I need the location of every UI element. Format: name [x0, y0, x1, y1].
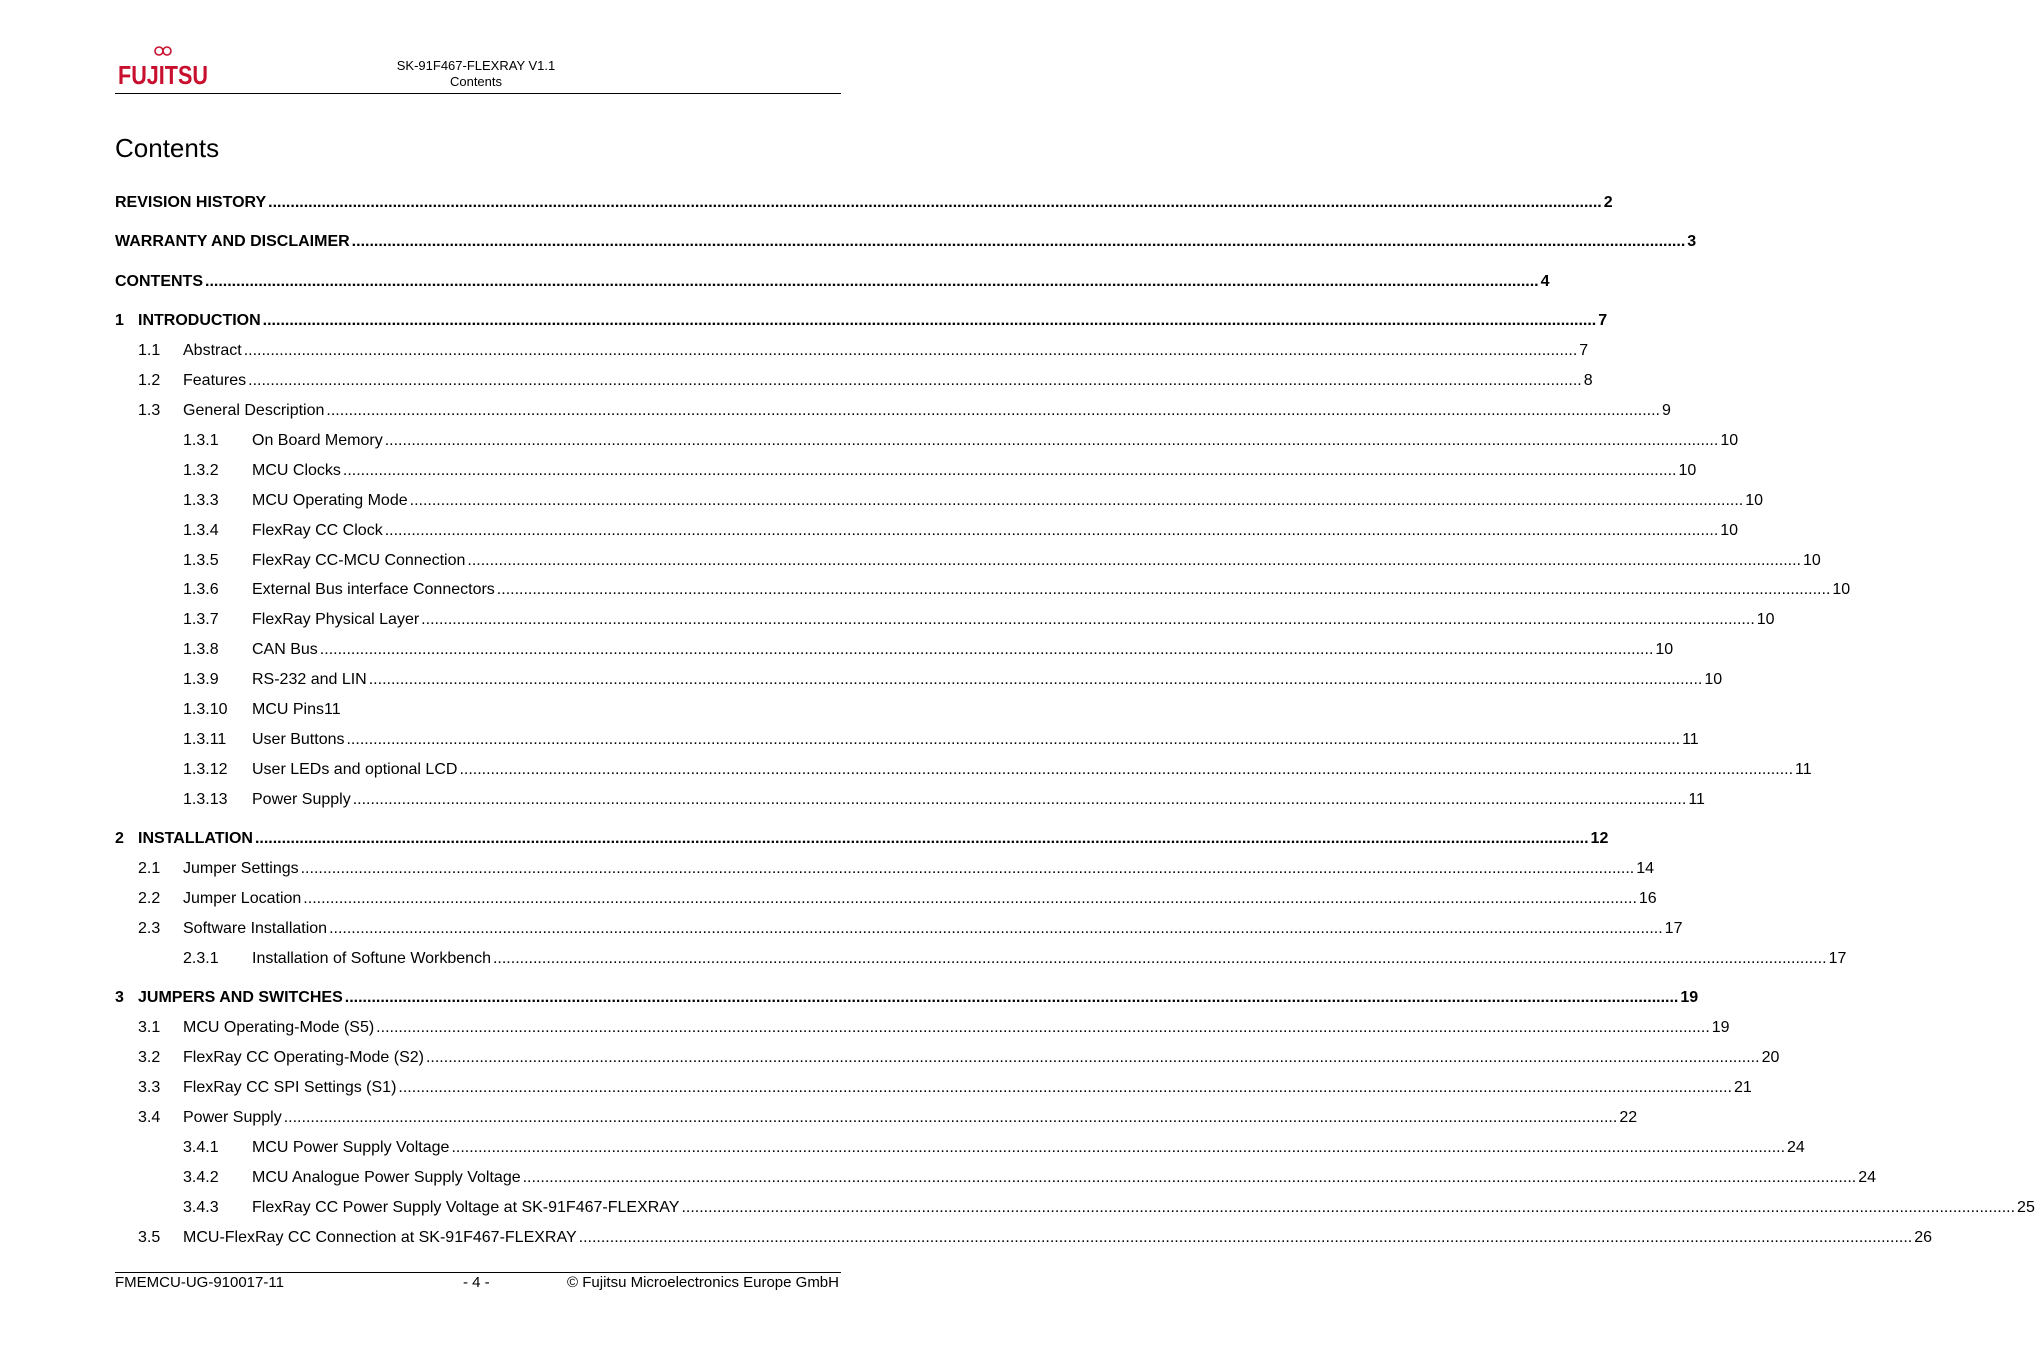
toc-entry-page: 24 — [1858, 1169, 1876, 1186]
toc-entry-title: Installation of Softune Workbench — [252, 948, 491, 970]
toc-entry-page: 14 — [1636, 860, 1654, 877]
toc-entry-title: CONTENTS — [115, 271, 203, 293]
toc-entry-title: User Buttons — [252, 729, 344, 751]
toc-entry-page: 10 — [1678, 462, 1697, 479]
toc-entry-title: User LEDs and optional LCD — [252, 759, 457, 781]
toc-entry-number: 3.3 — [138, 1079, 161, 1096]
toc-entry-title: INTRODUCTION — [138, 310, 261, 332]
toc-entry[interactable] — [115, 490, 1764, 512]
toc-entry-page: 24 — [1787, 1139, 1805, 1156]
toc-dot-leader: ............................................................................................................................................................................................................................................................................................................ — [368, 671, 1703, 688]
toc-entry-number: 3.4.1 — [183, 1139, 219, 1156]
toc-dot-leader: ............................................................................................................................................................................................................................................................................................................ — [300, 860, 1635, 877]
toc-entry[interactable] — [115, 1107, 1638, 1129]
toc-entry-title: FlexRay CC SPI Settings (S1) — [183, 1077, 396, 1099]
toc-entry[interactable] — [115, 789, 1705, 811]
toc-entry-number: 1.3.1 — [183, 432, 219, 449]
toc-entry[interactable] — [115, 759, 1812, 781]
toc-entry-page: 11 — [1795, 761, 1812, 778]
toc-entry[interactable] — [115, 948, 1847, 970]
toc-entry[interactable] — [115, 1077, 1752, 1099]
toc-entry-number: 1.3.11 — [183, 731, 227, 748]
toc-entry-page: 10 — [1756, 611, 1775, 628]
toc-entry[interactable] — [115, 1137, 1805, 1159]
toc-dot-leader: ............................................................................................................................................................................................................................................................................................................ — [326, 402, 1660, 419]
toc-entry[interactable] — [115, 987, 1699, 1009]
toc-entry-number: 1.3.7 — [183, 611, 219, 628]
toc-dot-leader: ............................................................................................................................................................................................................................................................................................................ — [376, 1019, 1710, 1036]
toc-dot-leader: ............................................................................................................................................................................................................................................................................................................ — [459, 761, 1794, 778]
toc-dot-leader: ............................................................................................................................................................................................................................................................................................................ — [243, 342, 1578, 359]
toc-entry-number: 2 — [115, 830, 124, 847]
toc-dot-leader: ............................................................................................................................................................................................................................................................................................................ — [522, 1169, 1857, 1186]
toc-entry-title: FlexRay CC Power Supply Voltage at SK-91F467-FLEXRAY — [252, 1197, 679, 1219]
toc-entry-page: 19 — [1711, 1019, 1730, 1036]
toc-dot-leader: ............................................................................................................................................................................................................................................................................................................ — [681, 1199, 2016, 1216]
toc-entry-title: FlexRay CC-MCU Connection — [252, 550, 465, 572]
toc-entry[interactable] — [115, 460, 1697, 482]
toc-entry-page: 10 — [1720, 432, 1739, 449]
toc-entry-page: 10 — [1832, 581, 1851, 598]
toc-entry-title: MCU Operating Mode — [252, 490, 408, 512]
toc-dot-leader: ............................................................................................................................................................................................................................................................................................................ — [268, 194, 1602, 211]
toc-entry-title: FlexRay CC Operating-Mode (S2) — [183, 1047, 424, 1069]
toc-entry-page: 12 — [1590, 830, 1609, 847]
toc-dot-leader: ............................................................................................................................................................................................................................................................................................................ — [492, 950, 1827, 967]
toc-entry-number: 2.2 — [138, 890, 161, 907]
footer-page-number: - 4 - — [463, 1274, 490, 1291]
toc-entry-title: Abstract — [183, 340, 242, 362]
toc-dot-leader: ............................................................................................................................................................................................................................................................................................................ — [425, 1049, 1760, 1066]
toc-entry[interactable] — [115, 1017, 1730, 1039]
toc-entry[interactable] — [115, 918, 1683, 940]
toc-entry[interactable] — [115, 231, 1697, 253]
toc-entry-number: 3.4.3 — [183, 1199, 219, 1216]
toc-dot-leader: ............................................................................................................................................................................................................................................................................................................ — [398, 1079, 1732, 1096]
toc-entry[interactable] — [115, 609, 1775, 631]
toc-dot-leader: ............................................................................................................................................................................................................................................................................................................ — [421, 611, 1755, 628]
toc-entry-page: 4 — [1540, 273, 1550, 290]
header-section: Contents — [449, 74, 503, 89]
toc-entry-title: FlexRay CC Clock — [252, 520, 383, 542]
header-doc-title: SK-91F467-FLEXRAY V1.1 — [396, 58, 556, 73]
toc-entry-page: 21 — [1734, 1079, 1752, 1096]
toc-entry-title: MCU Power Supply Voltage — [252, 1137, 449, 1159]
toc-entry-page: 2 — [1603, 194, 1613, 211]
toc-entry[interactable] — [115, 888, 1657, 910]
toc-dot-leader: ............................................................................................................................................................................................................................................................................................................ — [319, 641, 1654, 658]
toc-entry-number: 1.3.12 — [183, 761, 228, 778]
toc-entry-number: 3.2 — [138, 1049, 161, 1066]
toc-entry[interactable] — [115, 699, 838, 721]
toc-entry-title: MCU-FlexRay CC Connection at SK-91F467-FLEXRAY — [183, 1227, 577, 1249]
toc-entry-number: 1.3.13 — [183, 791, 228, 808]
toc-entry-page: 10 — [1704, 671, 1723, 688]
toc-entry-number: 1.3.5 — [183, 552, 219, 569]
toc-entry-page: 11 — [1688, 791, 1705, 808]
toc-entry-title: FlexRay Physical Layer — [252, 609, 419, 631]
logo-text: FUJITSU — [118, 60, 208, 90]
toc-entry-number: 1.3 — [138, 402, 161, 419]
toc-entry-number: 1 — [115, 312, 124, 329]
toc-entry[interactable] — [115, 400, 1671, 422]
toc-entry-title: On Board Memory — [252, 430, 383, 452]
toc-entry-title: RS-232 and LIN — [252, 669, 367, 691]
toc-entry-page: 19 — [1680, 989, 1699, 1006]
toc-entry-number: 1.3.10 — [183, 701, 228, 718]
toc-entry[interactable] — [115, 192, 1613, 214]
footer-divider — [115, 1272, 841, 1273]
toc-dot-leader: ............................................................................................................................................................................................................................................................................................................ — [254, 830, 1589, 847]
toc-dot-leader: ............................................................................................................................................................................................................................................................................................................ — [496, 581, 1831, 598]
toc-dot-leader: ............................................................................................................................................................................................................................................................................................................ — [578, 1229, 1913, 1246]
toc-dot-leader: ............................................................................................................................................................................................................................................................................................................ — [467, 552, 1801, 569]
toc-entry[interactable] — [115, 639, 1674, 661]
toc-entry-number: 1.3.6 — [183, 581, 219, 598]
toc-entry[interactable] — [115, 1197, 2035, 1219]
toc-entry-page: 8 — [1583, 372, 1593, 389]
toc-entry-page: 10 — [1802, 552, 1821, 569]
toc-entry[interactable] — [115, 520, 1739, 542]
toc-entry-number: 3.4.2 — [183, 1169, 219, 1186]
toc-dot-leader: ............................................................................................................................................................................................................................................................................................................ — [283, 1109, 1618, 1126]
toc-dot-leader: ............................................................................................................................................................................................................................................................................................................ — [342, 462, 1677, 479]
toc-entry[interactable] — [115, 1047, 1780, 1069]
toc-dot-leader: ............................................................................................................................................................................................................................................................................................................ — [451, 1139, 1786, 1156]
toc-entry[interactable] — [115, 430, 1739, 452]
toc-entry[interactable] — [115, 550, 1821, 572]
toc-entry[interactable] — [115, 1167, 1876, 1189]
toc-entry-title: General Description — [183, 400, 324, 422]
toc-entry-number: 2.3.1 — [183, 950, 219, 967]
footer-doc-id: FMEMCU-UG-910017-11 — [115, 1274, 284, 1291]
toc-dot-leader: ............................................................................................................................................................................................................................................................................................................ — [351, 233, 1686, 250]
toc-entry-page: 7 — [1579, 342, 1589, 359]
toc-entry[interactable] — [115, 729, 1699, 751]
toc-entry-number: 1.3.4 — [183, 522, 219, 539]
toc-entry-title: Software Installation — [183, 918, 327, 940]
toc-entry-title: Features — [183, 370, 246, 392]
toc-entry-title: External Bus interface Connectors — [252, 579, 495, 601]
toc-entry[interactable] — [115, 370, 1593, 392]
page-title: Contents — [115, 133, 220, 163]
toc-entry-title: REVISION HISTORY — [115, 192, 266, 214]
toc-entry-page: 17 — [1664, 920, 1683, 937]
toc-entry-page: 11 — [1682, 731, 1699, 748]
toc-entry-page: 10 — [1720, 522, 1739, 539]
toc-entry-title: Jumper Settings — [183, 858, 299, 880]
toc-entry-page: 25 — [2017, 1199, 2035, 1216]
toc-entry-title: MCU Analogue Power Supply Voltage — [252, 1167, 521, 1189]
toc-entry-page: 9 — [1662, 402, 1671, 419]
toc-entry[interactable] — [115, 340, 1589, 362]
footer-copyright: © Fujitsu Microelectronics Europe GmbH — [567, 1274, 839, 1291]
toc-entry[interactable] — [115, 271, 1550, 293]
toc-entry-page: 10 — [1655, 641, 1674, 658]
toc-entry-title: Power Supply — [252, 789, 351, 811]
toc-entry-number: 1.3.9 — [183, 671, 219, 688]
toc-entry-number: 1.2 — [138, 372, 161, 389]
toc-entry-page: 16 — [1638, 890, 1657, 907]
toc-dot-leader: ............................................................................................................................................................................................................................................................................................................ — [409, 492, 1744, 509]
toc-entry-number: 3 — [115, 989, 124, 1006]
toc-entry-title: MCU Clocks — [252, 460, 341, 482]
toc-entry-page: 20 — [1761, 1049, 1780, 1066]
toc-entry[interactable] — [115, 858, 1654, 880]
toc-entry-number: 3.5 — [138, 1229, 161, 1246]
toc-dot-leader: ............................................................................................................................................................................................................................................................................................................ — [344, 989, 1679, 1006]
toc-entry[interactable] — [115, 669, 1723, 691]
toc-dot-leader: ............................................................................................................................................................................................................................................................................................................ — [248, 372, 1582, 389]
toc-entry-title: Jumper Location — [183, 888, 301, 910]
toc-entry-title: INSTALLATION — [138, 828, 253, 850]
toc-dot-leader: ............................................................................................................................................................................................................................................................................................................ — [384, 522, 1719, 539]
toc-entry-title: JUMPERS AND SWITCHES — [138, 987, 343, 1009]
toc-dot-leader: ............................................................................................................................................................................................................................................................................................................ — [205, 273, 1539, 290]
toc-entry-number: 3.1 — [138, 1019, 161, 1036]
toc-entry-number: 2.1 — [138, 860, 161, 877]
toc-entry-number: 1.3.8 — [183, 641, 219, 658]
toc-entry-number: 1.3.2 — [183, 462, 219, 479]
toc-entry-title: MCU Pins11 — [252, 699, 341, 721]
toc-entry[interactable] — [115, 1227, 1933, 1249]
toc-dot-leader: ............................................................................................................................................................................................................................................................................................................ — [329, 920, 1663, 937]
toc-entry-number: 1.3.3 — [183, 492, 219, 509]
toc-entry-title: CAN Bus — [252, 639, 318, 661]
toc-entry-page: 3 — [1687, 233, 1697, 250]
toc-entry-number: 2.3 — [138, 920, 161, 937]
toc-dot-leader: ............................................................................................................................................................................................................................................................................................................ — [303, 890, 1637, 907]
toc-entry-title: MCU Operating-Mode (S5) — [183, 1017, 374, 1039]
toc-entry[interactable] — [115, 828, 1609, 850]
toc-entry-page: 7 — [1598, 312, 1608, 329]
toc-dot-leader: ............................................................................................................................................................................................................................................................................................................ — [262, 312, 1597, 329]
toc-entry-title: WARRANTY AND DISCLAIMER — [115, 231, 350, 253]
toc-entry[interactable] — [115, 579, 1851, 601]
toc-entry-number: 3.4 — [138, 1109, 161, 1126]
toc-dot-leader: ............................................................................................................................................................................................................................................................................................................ — [346, 731, 1681, 748]
toc-entry[interactable] — [115, 310, 1608, 332]
toc-entry-number: 1.1 — [138, 342, 161, 359]
toc-entry-page: 10 — [1745, 492, 1764, 509]
toc-entry-page: 17 — [1828, 950, 1847, 967]
toc-dot-leader: ............................................................................................................................................................................................................................................................................................................ — [384, 432, 1719, 449]
toc-entry-title: Power Supply — [183, 1107, 282, 1129]
toc-entry-page: 22 — [1619, 1109, 1638, 1126]
toc-dot-leader: ............................................................................................................................................................................................................................................................................................................ — [352, 791, 1687, 808]
toc-entry-page: 26 — [1914, 1229, 1933, 1246]
